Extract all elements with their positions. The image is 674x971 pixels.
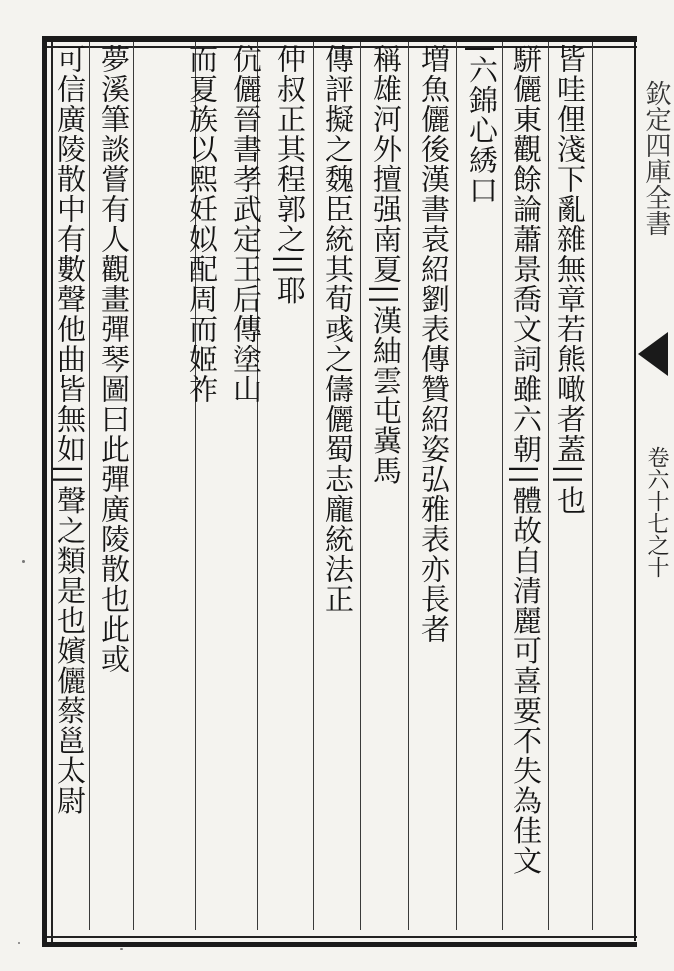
text-column-12 (160, 44, 178, 924)
text-column-14 (136, 44, 140, 924)
column-rule (313, 42, 314, 930)
column-rule (360, 42, 361, 930)
text-column-1: 皆哇俚淺下亂雜無章若熊噉者蓋||也 (553, 44, 587, 516)
border-inner-bottom (47, 936, 637, 938)
scan-speck (120, 948, 123, 950)
text-column-5: 増魚儷後漢書袁紹劉表傳贊紹姿弘雅表亦長者 (417, 44, 451, 644)
margin-strip (634, 36, 674, 941)
fish-tail-icon (638, 332, 668, 376)
text-column-19: 夢溪筆談嘗有人觀畫彈琴圖曰此彈廣陵散也此或 (97, 44, 131, 674)
text-column-9: 伉儷晉書孝武定王后傳塗山 (229, 44, 263, 404)
column-rule (592, 42, 593, 930)
volume-label: 卷六十七之十 (644, 446, 669, 578)
text-column-11: 而夏族以熙妊姒配周而姬祚 (185, 44, 219, 404)
text-column-13 (140, 44, 158, 924)
text-column-4: |六錦心綉口 (465, 44, 499, 205)
text-column-7: 傳評擬之魏臣統其荀彧之儔儷蜀志龐統法正 (321, 44, 355, 614)
scan-speck (18, 942, 20, 944)
margin-title: 欽定四庫全書 (641, 80, 671, 236)
text-column-2: 駢儷東觀餘論蕭景喬文詞雖六朝||體故自清麗可喜要不失為佳文 (509, 44, 543, 876)
column-rule (408, 42, 409, 930)
text-column-6: 稱雄河外擅强南夏||漢紬雲屯冀馬 (369, 44, 403, 486)
column-rule (456, 42, 457, 930)
scan-speck (22, 560, 25, 563)
text-column-8: 仲叔正其程郭之||耶 (273, 44, 307, 306)
text-column-20: 可信廣陵散中有數聲他曲皆無如||聲之類是也嬪儷蔡邕太尉 (53, 44, 87, 816)
